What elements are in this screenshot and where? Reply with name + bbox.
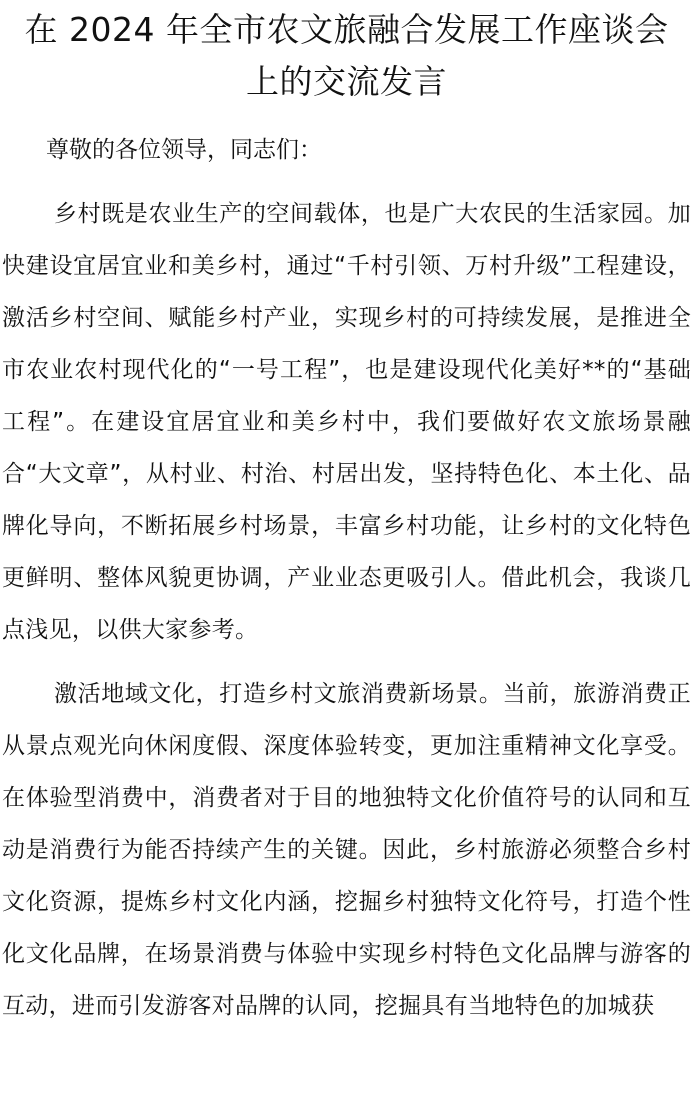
- salutation: 尊敬的各位领导，同志们：: [46, 137, 322, 163]
- body-paragraph-2: 激活地域文化，打造乡村文旅消费新场景。当前，旅游消费正从景点观光向休闲度假、深度体验转变，更加注重精神文化享受。在体验型消费中，消费者对于目的地独特文化价值符号的认同和互动是消费行为能否持续产生的关键。因此，乡村旅游必须整合乡村文化资源，提炼乡村文化内涵，挖掘乡村独特文化符号，打造个性化文化品牌，在场景消费与体验中实现乡村特色文化品牌与游客的互动，进而引发游客对品牌的认同，挖掘具有当地特色的加城获: [2, 681, 691, 1019]
- body-paragraph-1: 乡村既是农业生产的空间载体，也是广大农民的生活家园。加快建设宜居宜业和美乡村，通过“千村引领、万村升级”工程建设，激活乡村空间、赋能乡村产业，实现乡村的可持续发展，是推进全市农业农村现代化的“一号工程”，也是建设现代化美好**的“基础工程”。在建设宜居宜业和美乡村中，我们要做好农文旅场景融合“大文章”，从村业、村治、村居出发，坚持特色化、本土化、品牌化导向，不断拓展乡村场景，丰富乡村功能，让乡村的文化特色更鲜明、整体风貌更协调，产业业态更吸引人。借此机会，我谈几点浅见，以供大家参考。: [2, 201, 691, 643]
- document-title: 在 2024 年全市农文旅融合发展工作座谈会上的交流发言: [24, 10, 669, 101]
